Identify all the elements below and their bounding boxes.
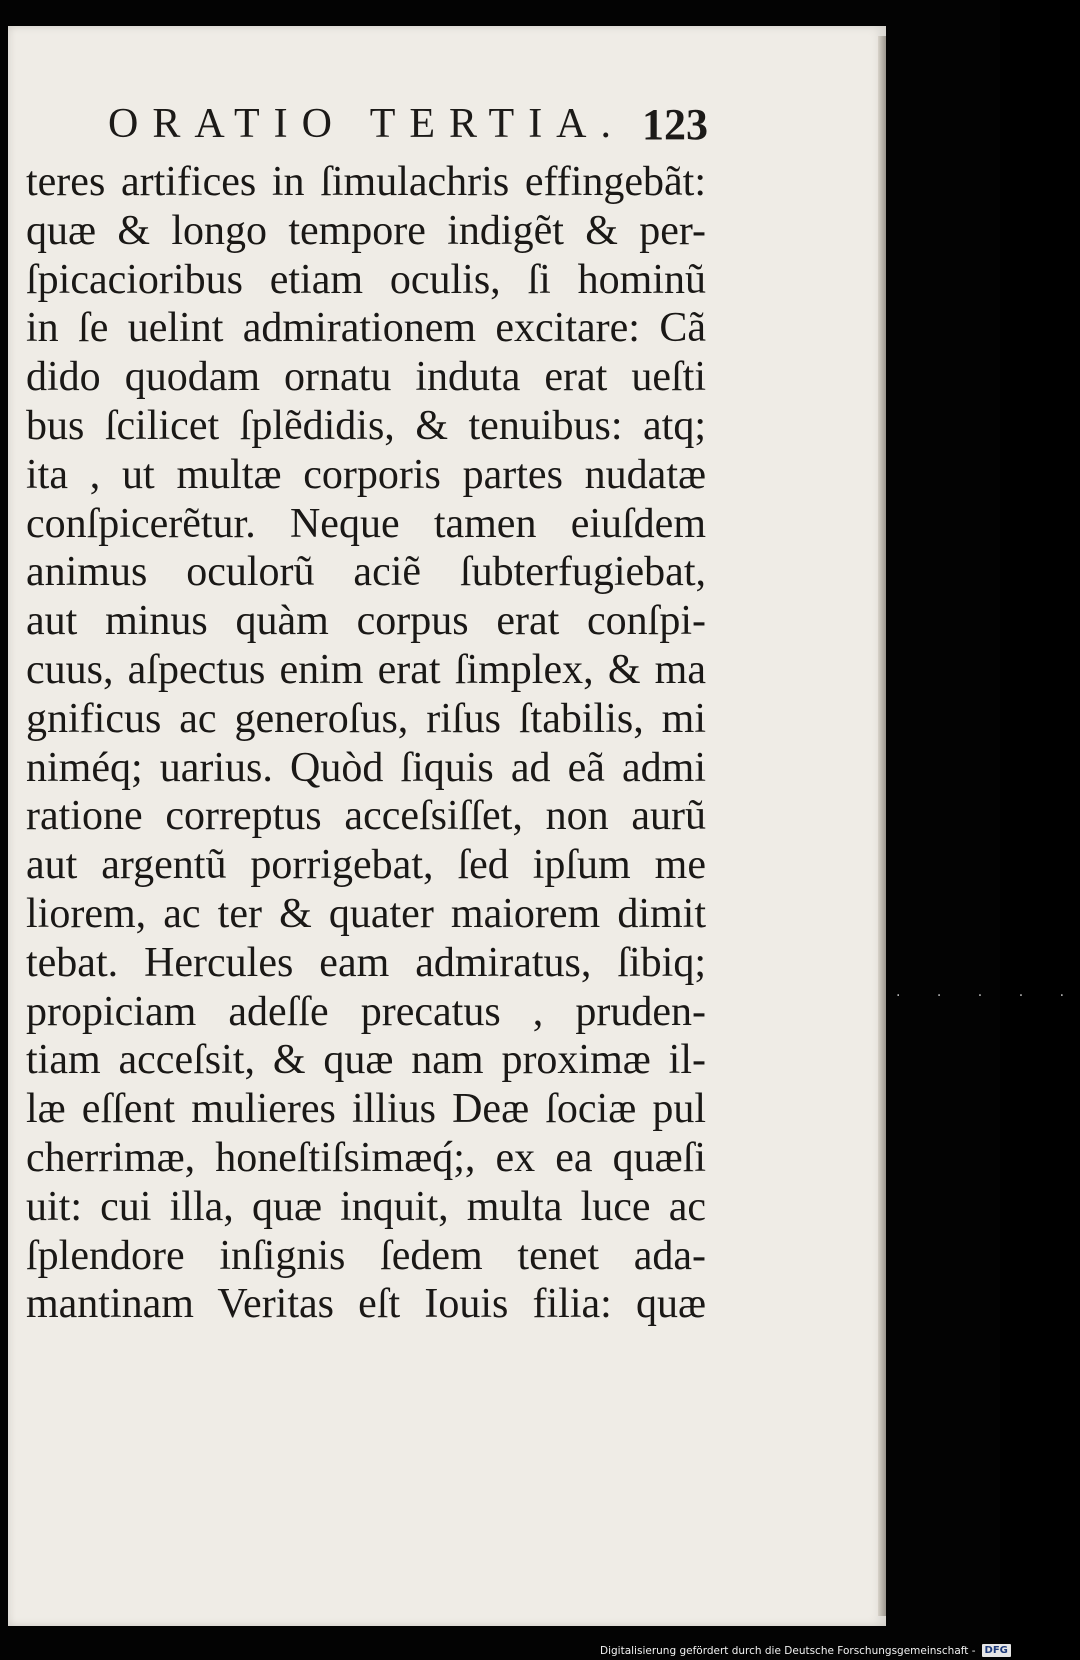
text-line: tiam acceſsit, & quæ nam proximæ il- [26,1037,706,1084]
text-line: in ſe uelint admirationem excitare: Cã [26,305,706,352]
text-line: bus ſcilicet ſplẽdidis, & tenuibus: atq; [26,402,706,449]
book-page [8,26,886,1626]
text-line: cherrimæ, honeſtiſsimæq́;, ex ea quæſi [26,1134,706,1181]
text-line: dido quodam ornatu induta erat ueſti [26,354,706,401]
text-line: ita , ut multæ corporis partes nudatæ [26,451,706,498]
text-line: conſpicerẽtur. Neque tamen eiuſdem [26,500,706,547]
text-line: ſpicacioribus etiam oculis, ſi hominũ [26,256,706,303]
footer-credit [600,1641,1011,1660]
text-line: læ eſſent mulieres illius Deæ ſociæ pul [26,1086,706,1133]
page-edge [878,36,886,1616]
text-line: niméq; uarius. Quòd ſiquis ad eã admi [26,744,706,791]
text-line: uit: cui illa, quæ inquit, multa luce ac [26,1183,706,1230]
text-line: teres artifices in ſimulachris effingebãt: [26,159,706,205]
margin-dots: . . . . . [896,984,1080,1000]
text-line: mantinam Veritas eſt Iouis filia: quæ [26,1281,706,1328]
running-head [108,92,708,156]
text-line: quæ & longo tempore indigẽt & per- [26,207,706,254]
text-line: cuus, aſpectus enim erat ſimplex, & ma [26,646,706,693]
text-line: ſplendore inſignis ſedem tenet ada- [26,1232,706,1279]
text-line: tebat. Hercules eam admiratus, ſibiq; [26,939,706,986]
text-block [26,158,706,1329]
text-line: liorem, ac ter & quater maiorem dimit [26,890,706,937]
page-number: 123 [642,99,708,149]
text-line: aut argentũ porrigebat, ſed ipſum me [26,842,706,889]
text-line: ratione correptus acceſsiſſet, non aurũ [26,793,706,840]
text-line: gnificus ac generoſus, riſus ſtabilis, mi [26,695,706,742]
running-title: ORATIO TERTIA. [108,101,626,147]
text-line: animus oculorũ aciẽ ſubterfugiebat, [26,549,706,596]
footer-credit-text: Digitalisierung gefördert durch die Deutsche Forschungsgemeinschaft - [600,1644,976,1657]
text-line: propiciam adeſſe precatus , pruden- [26,988,706,1035]
text-line: aut minus quàm corpus erat conſpi- [26,598,706,645]
dfg-logo: DFG [982,1644,1011,1657]
